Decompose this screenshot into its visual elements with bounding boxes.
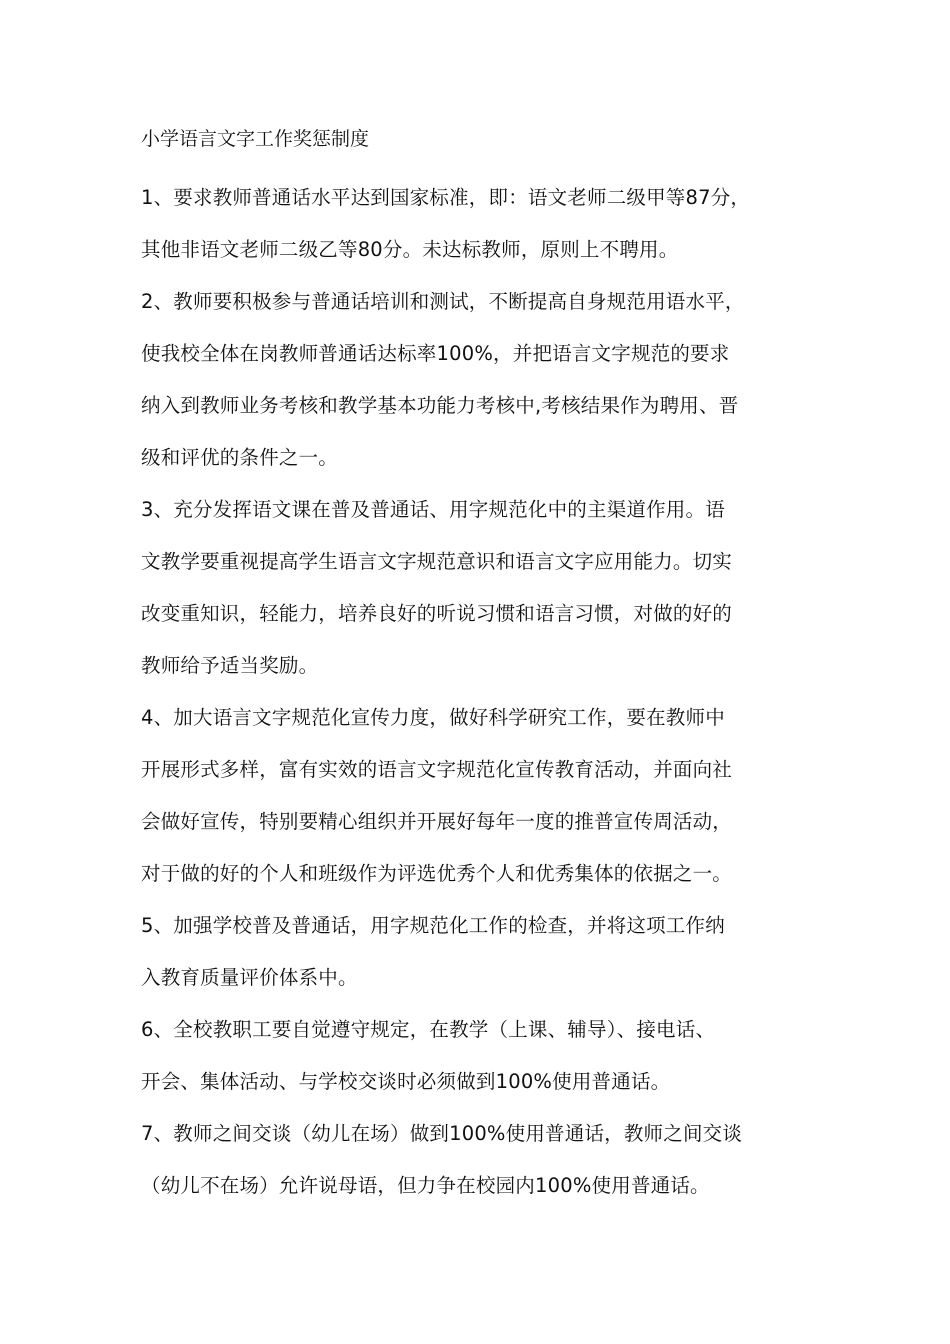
- paragraph: [141, 276, 831, 484]
- paragraph: [141, 484, 831, 692]
- paragraph: [141, 692, 831, 900]
- paragraph-line: 开展形式多样，富有实效的语言文字规范化宣传教育活动，并面向社: [141, 758, 733, 781]
- paragraph-line: （幼儿不在场）允许说母语，但力争在校园内100%使用普通话。: [141, 1174, 710, 1197]
- paragraph-line: 3、充分发挥语文课在普及普通话、用字规范化中的主渠道作用。语: [141, 498, 725, 521]
- paragraph-line: 文教学要重视提高学生语言文字规范意识和语言文字应用能力。切实: [141, 550, 733, 573]
- paragraph-line: 入教育质量评价体系中。: [141, 966, 358, 989]
- paragraph-line: 2、教师要积极参与普通话培训和测试，不断提高自身规范用语水平，: [141, 290, 745, 313]
- document-title: 小学语言文字工作奖惩制度: [141, 128, 370, 150]
- paragraph-line: 教师给予适当奖励。: [141, 654, 319, 677]
- paragraph-line: 其他非语文老师二级乙等80分。未达标教师，原则上不聘用。: [141, 238, 679, 261]
- paragraph-line: 改变重知识，轻能力，培养良好的听说习惯和语言习惯，对做的好的: [141, 602, 733, 625]
- paragraph: [141, 172, 831, 276]
- paragraph-line: 5、加强学校普及普通话，用字规范化工作的检查，并将这项工作纳: [141, 914, 725, 937]
- paragraph-line: 开会、集体活动、与学校交谈时必须做到100%使用普通话。: [141, 1070, 671, 1093]
- paragraph-line: 纳入到教师业务考核和教学基本功能力考核中,考核结果作为聘用、晋: [141, 394, 739, 417]
- paragraph: [141, 1004, 831, 1108]
- paragraph: [141, 900, 831, 1004]
- paragraph-line: 级和评优的条件之一。: [141, 446, 339, 469]
- paragraph-line: 1、要求教师普通话水平达到国家标准，即：语文老师二级甲等87分，: [141, 186, 751, 209]
- paragraph-line: 使我校全体在岗教师普通话达标率100%，并把语言文字规范的要求: [141, 342, 730, 365]
- paragraph-line: 6、全校教职工要自觉遵守规定，在教学（上课、辅导）、接电话、: [141, 1018, 716, 1041]
- paragraph-line: 4、加大语言文字规范化宣传力度，做好科学研究工作，要在教师中: [141, 706, 725, 729]
- paragraph-line: 对于做的好的个人和班级作为评选优秀个人和优秀集体的依据之一。: [141, 862, 733, 885]
- document-body: [141, 120, 831, 1212]
- paragraph: [141, 1108, 831, 1212]
- paragraph-line: 会做好宣传，特别要精心组织并开展好每年一度的推普宣传周活动，: [141, 810, 733, 833]
- paragraph-line: 7、教师之间交谈（幼儿在场）做到100%使用普通话，教师之间交谈: [141, 1122, 743, 1145]
- paragraph-list: [141, 172, 831, 1212]
